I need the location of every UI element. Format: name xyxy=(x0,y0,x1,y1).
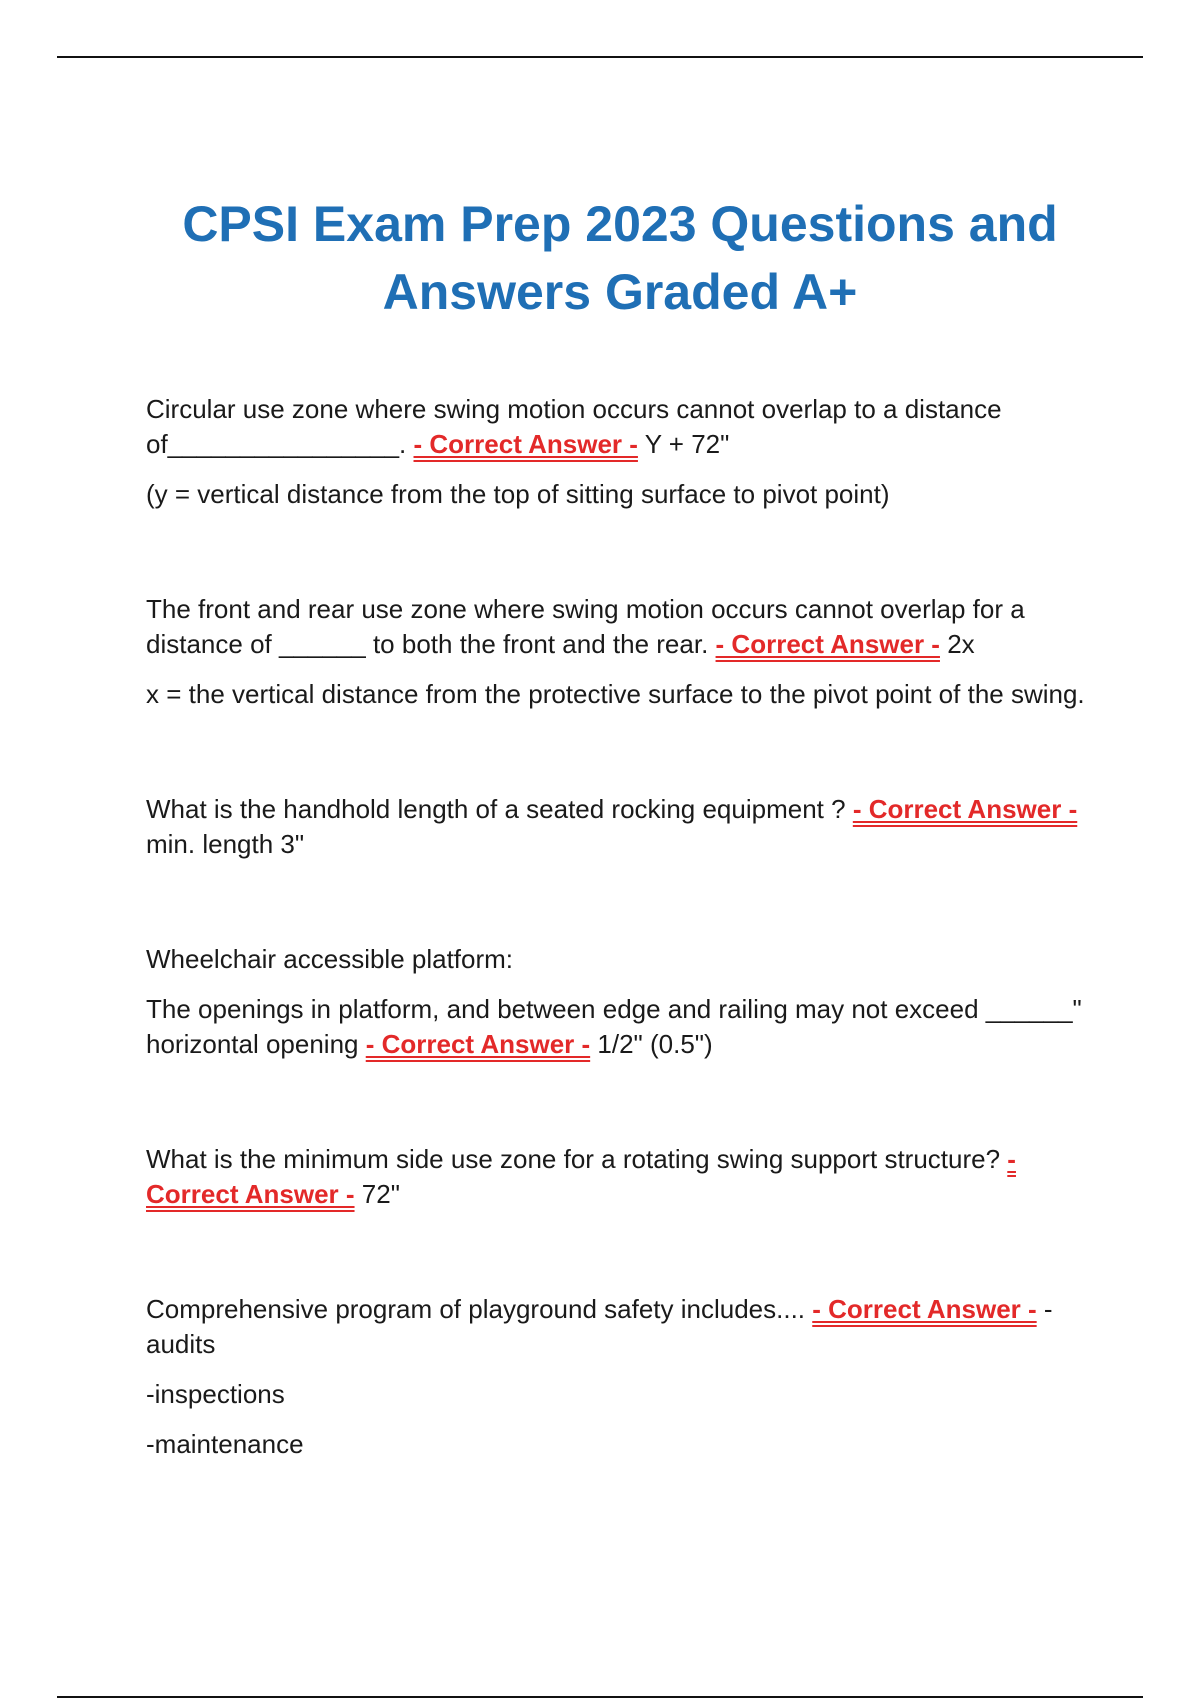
question-text: Comprehensive program of playground safety includes.... - Correct Answer - - audits xyxy=(146,1294,1053,1359)
question-text: The front and rear use zone where swing motion occurs cannot overlap for a distance of ______ to both the front and the rear. - Correct Answer - 2x xyxy=(146,594,1025,659)
question-text: What is the minimum side use zone for a rotating swing support structure? - Correct Answer - 72" xyxy=(146,1144,1016,1209)
document-title: CPSI Exam Prep 2023 Questions and Answers Graded A+ xyxy=(182,196,1058,320)
answer-text: Y + 72" xyxy=(644,429,730,459)
qa-item xyxy=(146,1292,1086,1462)
correct-answer-label: - Correct Answer - xyxy=(365,1029,591,1059)
question-text: What is the handhold length of a seated rocking equipment ? - Correct Answer - min. length 3" xyxy=(146,794,1078,859)
qa-item xyxy=(146,942,1086,1062)
answer-text: - audits xyxy=(146,1294,1053,1359)
question-intro: Wheelchair accessible platform: xyxy=(146,944,514,974)
answer-text: min. length 3" xyxy=(146,829,305,859)
answer-text: 1/2" (0.5") xyxy=(597,1029,713,1059)
answer-text: 72" xyxy=(361,1179,400,1209)
correct-answer-label: - Correct Answer - xyxy=(812,1294,1037,1324)
header-rule xyxy=(57,56,1143,58)
qa-item xyxy=(146,592,1086,712)
answer-note: -inspections xyxy=(146,1379,285,1409)
qa-item xyxy=(146,392,1086,512)
footer-rule xyxy=(57,1696,1143,1698)
correct-answer-label: - Correct Answer - xyxy=(413,429,638,459)
answer-note: (y = vertical distance from the top of sitting surface to pivot point) xyxy=(146,479,890,509)
qa-item xyxy=(146,1142,1086,1212)
correct-answer-label: - Correct Answer - xyxy=(715,629,940,659)
answer-note: x = the vertical distance from the protective surface to the pivot point of the swing. xyxy=(146,679,1085,709)
correct-answer-label: - Correct Answer - xyxy=(852,794,1078,824)
question-text: The openings in platform, and between edge and railing may not exceed ______" horizontal opening - Correct Answer - 1/2" (0.5") xyxy=(146,994,1082,1059)
answer-note: -maintenance xyxy=(146,1429,304,1459)
question-text: Circular use zone where swing motion occurs cannot overlap to a distance of________________. - Correct Answer - Y + 72" xyxy=(146,394,1002,459)
correct-answer-label: - Correct Answer - xyxy=(146,1144,1016,1209)
answer-text: 2x xyxy=(947,629,975,659)
qa-list xyxy=(146,392,1086,1462)
qa-item xyxy=(146,792,1086,862)
